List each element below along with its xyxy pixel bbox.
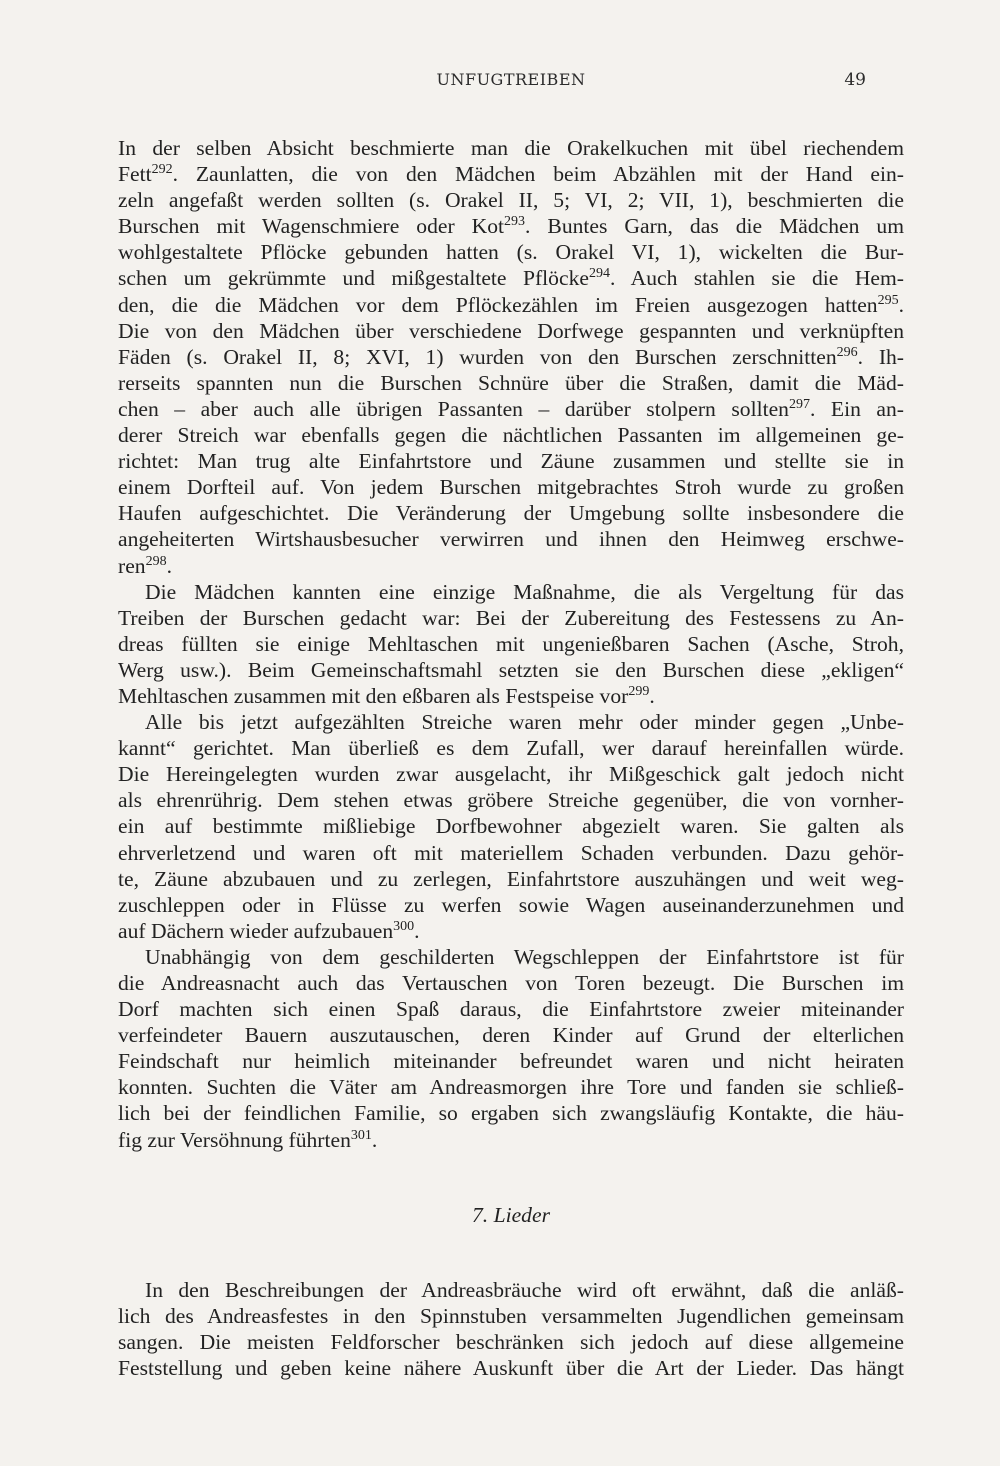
text-line (118, 318, 904, 344)
line-text: fig zur Versöhnung führten (118, 1127, 351, 1152)
text-line (118, 944, 904, 970)
text-line (118, 840, 904, 866)
paragraph (118, 579, 904, 709)
line-text: Die Hereingelegten wurden zwar ausgelacht, ihr Mißgeschick galt jedoch nicht (118, 762, 904, 787)
text-line (118, 553, 904, 579)
text-line (118, 605, 904, 631)
footnote-marker: 294 (588, 266, 610, 282)
footnote-marker: 295 (877, 292, 899, 308)
line-text: In der selben Absicht beschmierte man die Orakelkuchen mit übel riechendem (118, 136, 904, 160)
line-text: rerseits spannten nun die Burschen Schnüre über die Straßen, damit die Mäd- (118, 370, 904, 395)
line-text: dreas füllten sie einige Mehltaschen mit ungenießbaren Sachen (Asche, Stroh, (118, 631, 904, 656)
line-text: lich bei der feindlichen Familie, so ergaben sich zwangsläufig Kontakte, die häu- (118, 1101, 904, 1126)
paragraph (118, 944, 904, 1153)
line-text: auf Dächern wieder aufzubauen (118, 918, 394, 943)
text-line (118, 396, 904, 422)
line-text: Feindschaft nur heimlich miteinander befreundet waren und nicht heiraten (118, 1049, 904, 1074)
running-head: UNFUGTREIBEN (436, 70, 586, 89)
line-text-continued: . (649, 683, 655, 708)
text-line (118, 735, 904, 761)
text-line (118, 1100, 904, 1126)
line-text: ein auf bestimmte mißliebige Dorfbewohner abgezielt waren. Sie galten als (118, 814, 904, 839)
text-line (118, 344, 904, 370)
text-line (118, 135, 904, 161)
line-text: Die von den Mädchen über verschiedene Dorfwege gespannten und verknüpften (118, 318, 904, 343)
line-text: zuschleppen oder in Flüsse zu werfen sowie Wagen auseinanderzunehmen und (118, 892, 904, 917)
text-line (118, 187, 904, 213)
text-line (118, 1048, 904, 1074)
line-text: schen um gekrümmte und mißgestaltete Pflöcke (118, 266, 589, 291)
line-text: derer Streich war ebenfalls gegen die nächtlichen Passanten im allgemeinen ge- (118, 423, 904, 448)
text-line (118, 500, 904, 526)
text-line (118, 422, 904, 448)
footnote-marker: 293 (504, 214, 526, 230)
text-line (118, 761, 904, 787)
line-text: richtet: Man trug alte Einfahrtstore und Zäune zusammen und stellte sie in (118, 449, 904, 474)
text-line (118, 1127, 904, 1153)
text-line (118, 970, 904, 996)
line-text: als ehrenrührig. Dem stehen etwas gröbere Streiche gegenüber, die von vornher- (118, 788, 904, 813)
line-text: die Andreasnacht auch das Vertauschen von Toren bezeugt. Die Burschen im (118, 971, 904, 995)
paragraph (118, 1277, 904, 1381)
line-text-continued: . Auch stahlen sie die Hem- (609, 266, 904, 291)
line-text: sangen. Die meisten Feldforscher beschränken sich jedoch auf diese allgemeine (118, 1329, 904, 1354)
text-line (118, 265, 904, 291)
line-text-continued: . (371, 1127, 378, 1152)
text-line (118, 526, 904, 552)
text-line (118, 631, 904, 657)
text-line (118, 213, 904, 239)
line-text: den, die die Mädchen vor dem Pflöckezählen im Freien ausgezogen hatten (118, 292, 878, 317)
line-text-continued: . Ein an- (809, 396, 904, 421)
text-line (118, 370, 904, 396)
line-text: angeheiterten Wirtshausbesucher verwirren und ihnen den Heimweg erschwe- (118, 527, 904, 552)
text-line (118, 996, 904, 1022)
section-heading: 7. Lieder (472, 1202, 550, 1227)
line-text: Treiben der Burschen gedacht war: Bei der Zubereitung des Festessens zu An- (118, 605, 904, 630)
line-text: konnten. Suchten die Väter am Andreasmorgen ihre Tore und fanden sie schließ- (118, 1075, 904, 1100)
section-spacer (118, 1229, 904, 1277)
text-line (118, 474, 904, 500)
text-line (118, 813, 904, 839)
line-text-continued: . (414, 918, 420, 943)
text-line (118, 1277, 904, 1303)
line-text: wohlgestaltete Pflöcke gebunden hatten (s. Orakel VI, 1), wickelten die Bur- (118, 240, 904, 265)
footnote-marker: 299 (628, 683, 650, 699)
line-text: Burschen mit Wagenschmiere oder Kot (118, 214, 505, 239)
line-text-continued: . Ih- (857, 344, 904, 369)
section-spacer (118, 1153, 904, 1201)
text-line (118, 1074, 904, 1100)
line-text: chen – aber auch alle übrigen Passanten – darüber stolpern sollten (118, 396, 789, 421)
line-text: ren (118, 553, 146, 578)
text-line (118, 1329, 904, 1355)
text-line (118, 292, 904, 318)
line-text: kannt“ gerichtet. Man überließ es dem Zufall, wer darauf hereinfallen würde. (118, 736, 904, 761)
text-line (118, 161, 904, 187)
line-text-continued: . Zaunlatten, die von den Mädchen beim Abzählen mit der Hand ein- (172, 162, 904, 187)
line-text: Mehltaschen zusammen mit den eßbaren als Festspeise vor (118, 683, 629, 708)
line-text: ehrverletzend und waren oft mit materiellem Schaden verbunden. Dazu gehör- (118, 840, 904, 865)
line-text-continued: . Buntes Garn, das die Mädchen um (525, 214, 904, 239)
footnote-marker: 300 (393, 918, 415, 934)
line-text: verfeindeter Bauern auszutauschen, deren Kinder auf Grund der elterlichen (118, 1023, 904, 1048)
text-line (118, 1355, 904, 1381)
line-text: zeln angefaßt werden sollten (s. Orakel II, 5; VI, 2; VII, 1), beschmierten die (118, 188, 904, 213)
line-text: einem Dorfteil auf. Von jedem Burschen mitgebrachtes Stroh wurde zu großen (118, 475, 904, 500)
text-line (118, 579, 904, 605)
line-text: Haufen aufgeschichtet. Die Veränderung der Umgebung sollte insbesondere die (118, 501, 904, 526)
line-text-continued: . (166, 553, 172, 578)
text-line (118, 892, 904, 918)
text-line (118, 657, 904, 683)
line-text: Dorf machten sich einen Spaß daraus, die Einfahrtstore zweier miteinander (118, 997, 904, 1022)
footnote-marker: 296 (836, 344, 858, 360)
text-line (118, 918, 904, 944)
paragraph (118, 135, 904, 579)
footnote-marker: 297 (788, 396, 810, 412)
text-line (118, 709, 904, 735)
line-text: Feststellung und geben keine nähere Auskunft über die Art der Lieder. Das hängt (118, 1355, 904, 1380)
page-header (118, 70, 904, 100)
line-text: Fett (118, 162, 152, 187)
text-line (118, 787, 904, 813)
text-line (118, 239, 904, 265)
line-text: Werg usw.). Beim Gemeinschaftsmahl setzten sie den Burschen diese „ekligen“ (118, 657, 904, 682)
line-text: Unabhängig von dem geschilderten Wegschleppen der Einfahrtstore ist für (145, 944, 904, 969)
line-text: Die Mädchen kannten eine einzige Maßnahme, die als Vergeltung für das (145, 579, 904, 604)
text-line (118, 683, 904, 709)
page-number: 49 (844, 70, 866, 90)
line-text: te, Zäune abzubauen und zu zerlegen, Einfahrtstore auszuhängen und weit weg- (118, 866, 904, 891)
line-text: Fäden (s. Orakel II, 8; XVI, 1) wurden von den Burschen zerschnitten (118, 344, 837, 369)
text-line (118, 866, 904, 892)
body-text (118, 135, 904, 1381)
footnote-marker: 298 (145, 553, 167, 569)
footnote-marker: 292 (151, 161, 173, 177)
text-line (118, 1303, 904, 1329)
text-line (118, 1022, 904, 1048)
line-text: lich des Andreasfestes in den Spinnstuben versammelten Jugendlichen gemeinsam (118, 1303, 904, 1328)
footnote-marker: 301 (350, 1127, 372, 1143)
text-line (118, 448, 904, 474)
line-text: In den Beschreibungen der Andreasbräuche wird oft erwähnt, daß die anläß- (145, 1277, 904, 1302)
line-text: Alle bis jetzt aufgezählten Streiche waren mehr oder minder gegen „Unbe- (145, 710, 904, 735)
line-text-continued: . (898, 292, 904, 317)
paragraph (118, 709, 904, 944)
